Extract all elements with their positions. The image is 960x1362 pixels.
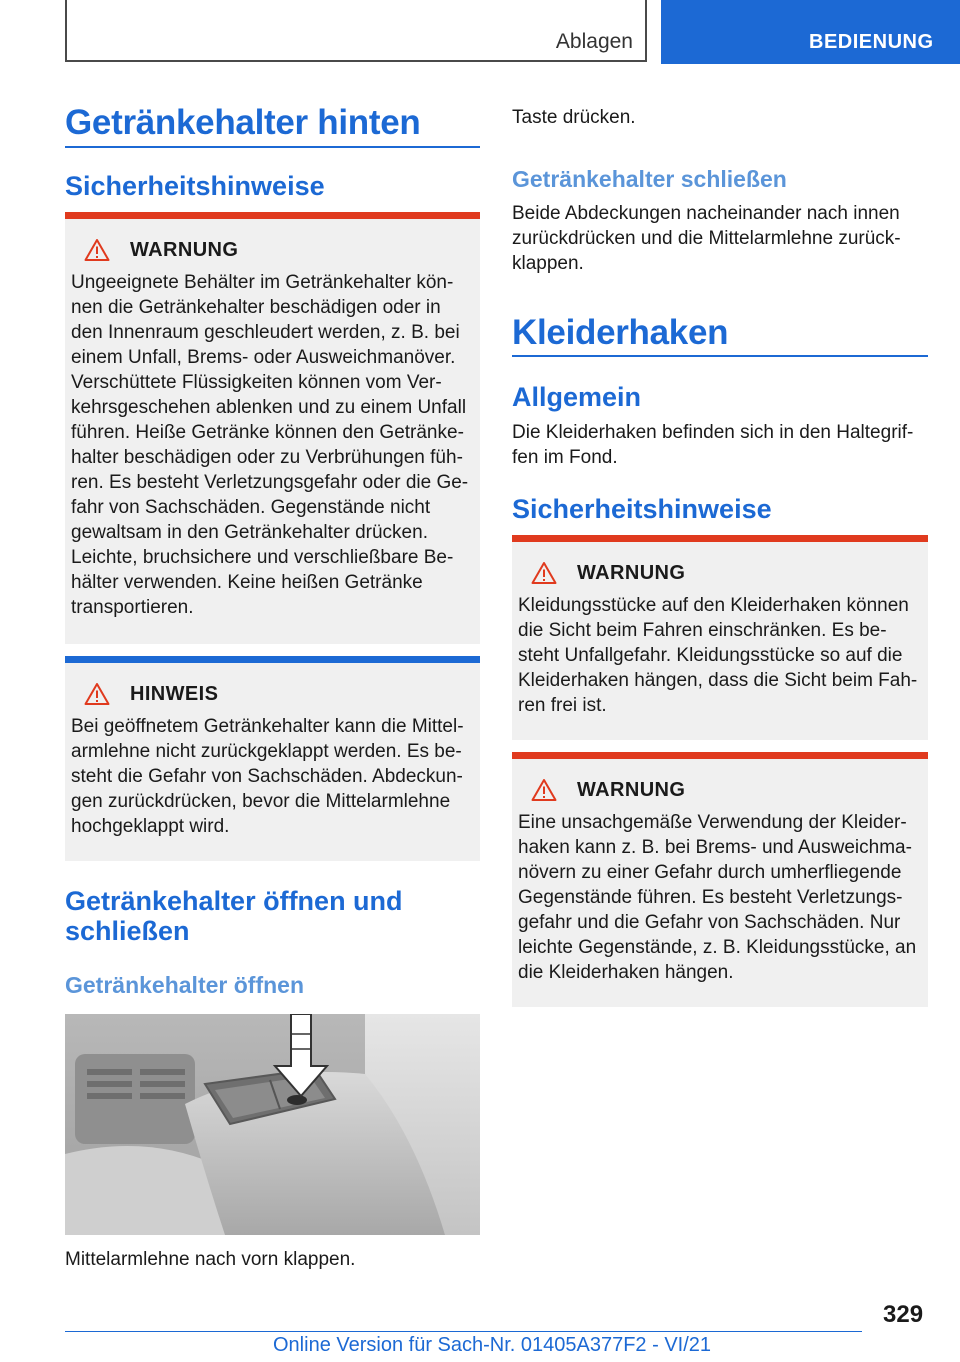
warning-text	[518, 810, 920, 985]
hint-text	[71, 714, 472, 839]
warning-triangle-icon	[84, 682, 110, 706]
warning-triangle-icon	[531, 778, 557, 802]
text-line: gewaltsam in den Getränkehalter drücken.	[71, 522, 428, 543]
step-press-button: Taste drücken.	[512, 107, 636, 128]
text-line: klappen.	[512, 253, 584, 274]
text-line: steht die Gefahr von Sachschäden. Abdeckun-	[71, 766, 463, 787]
text-line: Gegenstände führen. Es besteht Verletzungs-	[518, 887, 903, 908]
text-line: nen die Getränkehalter beschädigen oder in	[71, 297, 441, 318]
general-text	[512, 420, 913, 470]
text-line: den Innenraum geschleudert werden, z. B. bei	[71, 322, 460, 343]
footer-rule	[65, 1331, 862, 1332]
text-line: ren frei ist.	[518, 695, 607, 716]
close-subheading: Getränkehalter schließen	[512, 166, 787, 192]
text-line: Kleidungsstücke auf den Kleiderhaken können	[518, 595, 909, 616]
section-tab-label: Ablagen	[555, 30, 633, 53]
text-line: kehrsgeschehen ablenken und zu einem Unfall	[71, 397, 467, 418]
open-close-heading-line1: Getränkehalter öffnen und	[65, 886, 403, 916]
footer-version: Online Version für Sach-Nr. 01405A377F2 - VI/21	[273, 1334, 712, 1356]
text-line: hälter verwenden. Keine heißen Getränke	[71, 572, 423, 593]
page-number: 329	[883, 1301, 924, 1328]
page-title-drink-holder: Getränkehalter hinten	[65, 103, 421, 142]
warning-label: WARNUNG	[577, 561, 686, 584]
text-line: Ungeeignete Behälter im Getränkehalter kön-	[71, 272, 454, 293]
hint-label: HINWEIS	[130, 682, 219, 705]
text-line: die Sicht beim Fahren einschränken. Es be-	[518, 620, 887, 641]
text-line: ren. Es besteht Verletzungsgefahr oder die Ge-	[71, 472, 469, 493]
text-line: növern zu einer Gefahr durch umherfliegende	[518, 862, 902, 883]
safety-heading-right: Sicherheitshinweise	[512, 494, 772, 524]
warning-text	[71, 270, 472, 620]
warning-triangle-icon	[84, 238, 110, 262]
open-subheading: Getränkehalter öffnen	[65, 972, 304, 998]
close-instructions	[512, 201, 901, 276]
warning-bar	[512, 535, 928, 542]
text-line: Kleiderhaken hängen, dass die Sicht beim Fah-	[518, 670, 918, 691]
text-line: fahr von Sachschäden. Gegenstände nicht	[71, 497, 431, 518]
text-line: Die Kleiderhaken befinden sich in den Haltegrif-	[512, 422, 914, 443]
text-line: halter beschädigen oder zu Verbrühungen füh-	[71, 447, 463, 468]
text-line: Verschüttete Flüssigkeiten können vom Ver-	[71, 372, 442, 393]
text-line: armlehne nicht zurückgeklappt werden. Es be-	[71, 741, 462, 762]
text-line: gefahr und die Gefahr von Sachschäden. Nur	[518, 912, 901, 933]
text-line: einem Unfall, Brems- oder Ausweichmanöver.	[71, 347, 456, 368]
text-line: Bei geöffnetem Getränkehalter kann die Mittel-	[71, 716, 464, 737]
text-line: die Kleiderhaken hängen.	[518, 962, 734, 983]
photo-caption: Mittelarmlehne nach vorn klappen.	[65, 1249, 356, 1270]
page-title-coat-hooks: Kleiderhaken	[512, 313, 729, 352]
text-line: führen. Heiße Getränke können den Getränke-	[71, 422, 464, 443]
section-tab	[65, 0, 647, 62]
text-line: Eine unsachgemäße Verwendung der Kleider-	[518, 812, 907, 833]
warning-triangle-icon	[531, 561, 557, 585]
warning-text	[518, 593, 920, 718]
hint-bar	[65, 656, 480, 663]
open-close-heading-line2: schließen	[65, 916, 190, 946]
warning-box-drink-holder	[65, 212, 480, 644]
safety-heading-left: Sicherheitshinweise	[65, 171, 325, 201]
warning-bar	[65, 212, 480, 219]
chapter-tab	[661, 0, 960, 64]
title-rule	[65, 146, 480, 148]
warning-bar	[512, 752, 928, 759]
open-close-heading	[65, 886, 403, 946]
title-rule-right	[512, 355, 928, 357]
warning-label: WARNUNG	[130, 238, 239, 261]
text-line: transportieren.	[71, 597, 194, 618]
chapter-tab-label: BEDIENUNG	[809, 31, 934, 53]
text-line: Beide Abdeckungen nacheinander nach innen	[512, 203, 900, 224]
text-line: hochgeklappt wird.	[71, 816, 230, 837]
warning-label: WARNUNG	[577, 778, 686, 801]
text-line: gen zurückdrücken, bevor die Mittelarmlehne	[71, 791, 451, 812]
warning-box-hooks-visibility	[512, 535, 928, 740]
text-line: haken kann z. B. bei Brems- und Ausweichma-	[518, 837, 912, 858]
general-heading: Allgemein	[512, 382, 642, 412]
warning-box-hooks-misuse	[512, 752, 928, 1007]
hint-box-armrest	[65, 656, 480, 861]
text-line: leichte Gegenstände, z. B. Kleidungsstücke, an	[518, 937, 917, 958]
text-line: zurückdrücken und die Mittelarmlehne zurück-	[512, 228, 901, 249]
text-line: steht Unfallgefahr. Kleidungsstücke so auf die	[518, 645, 903, 666]
armrest-photo	[65, 1014, 480, 1235]
text-line: fen im Fond.	[512, 447, 618, 468]
text-line: Leichte, bruchsichere und verschließbare Be-	[71, 547, 454, 568]
